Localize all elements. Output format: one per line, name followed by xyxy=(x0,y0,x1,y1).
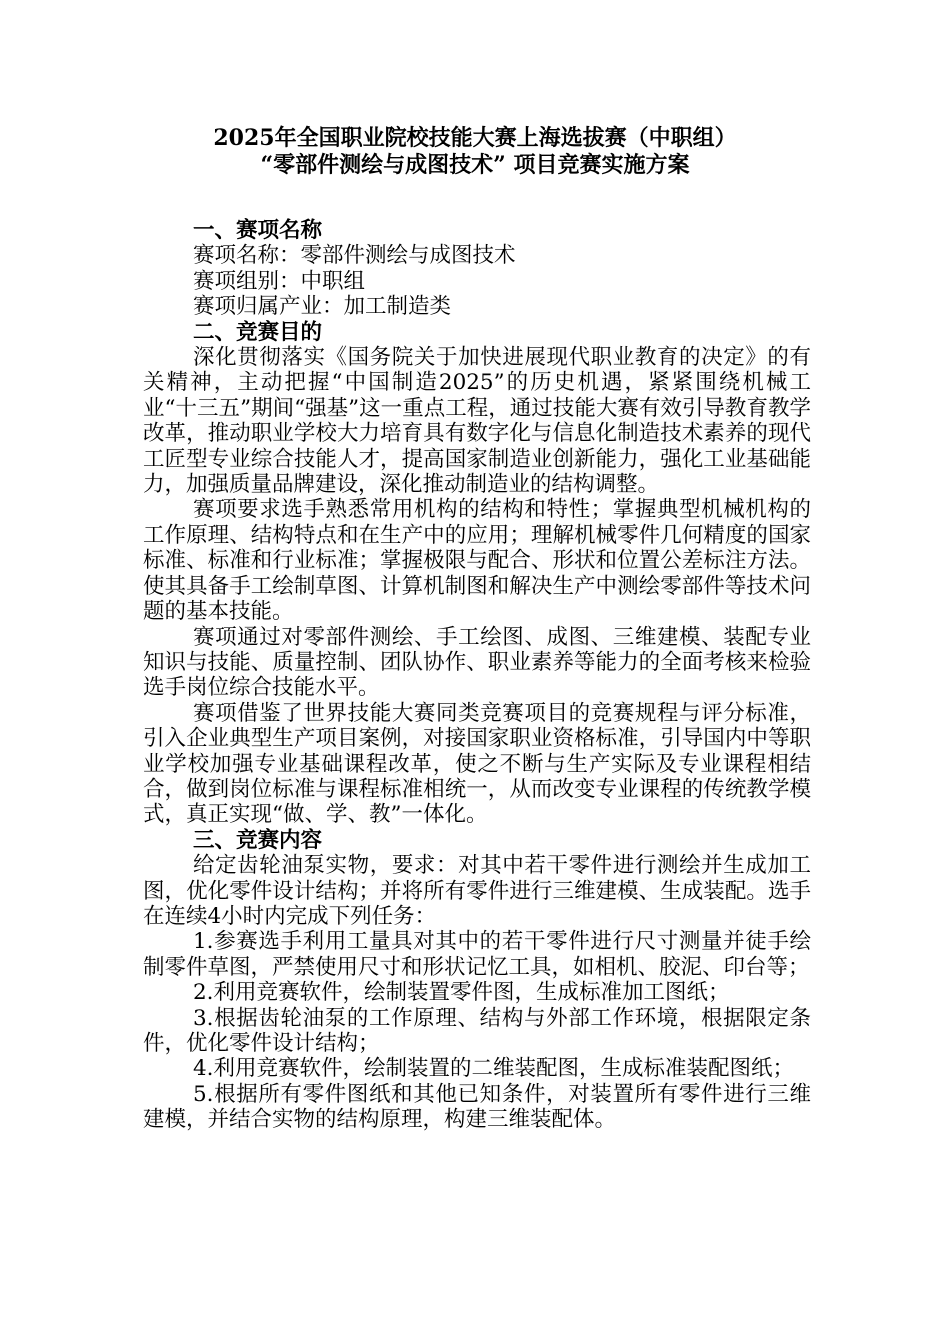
event-industry-line: 赛项归属产业：加工制造类 xyxy=(193,294,452,320)
section-heading-content: 三、竞赛内容 xyxy=(193,827,323,853)
purpose-paragraph: 赛项要求选手熟悉常用机构的结构和特性；掌握典型机械机构的工作原理、结构特点和在生产中的应用；理解机械零件几何精度的国家标准、标准和行业标准；掌握极限与配合、形状和位置公差标注方法。使其具备手工绘制草图、计算机制图和解决生产中测绘零部件等技术问题的基本技能。 xyxy=(143,497,811,625)
event-name-line: 赛项名称：零部件测绘与成图技术 xyxy=(193,243,516,269)
task-item: 5.根据所有零件图纸和其他已知条件，对装置所有零件进行三维建模，并结合实物的结构原理，构建三维装配体。 xyxy=(143,1081,811,1133)
document-title-line-1: 2025年全国职业院校技能大赛上海选拔赛（中职组） xyxy=(213,125,737,151)
section-heading-event-name: 一、赛项名称 xyxy=(193,218,323,243)
task-item: 2.利用竞赛软件，绘制装置零件图，生成标准加工图纸； xyxy=(193,980,730,1006)
event-group-line: 赛项组别：中职组 xyxy=(193,268,366,294)
document-body xyxy=(143,218,811,1133)
task-item: 4.利用竞赛软件，绘制装置的二维装配图，生成标准装配图纸； xyxy=(193,1056,795,1082)
task-item: 3.根据齿轮油泵的工作原理、结构与外部工作环境，根据限定条件，优化零件设计结构； xyxy=(143,1005,811,1056)
section-heading-purpose: 二、竞赛目的 xyxy=(193,319,323,345)
document-title-line-2: “零部件测绘与成图技术” 项目竞赛实施方案 xyxy=(260,152,690,178)
purpose-paragraph: 赛项借鉴了世界技能大赛同类竞赛项目的竞赛规程与评分标准，引入企业典型生产项目案例，对接国家职业资格标准，引导国内中等职业学校加强专业基础课程改革，使之不断与生产实际及专业课程相结合，做到岗位标准与课程标准相统一，从而改变专业课程的传统教学模式，真正实现“做、学、教”一体化。 xyxy=(143,700,811,828)
content-intro-paragraph: 给定齿轮油泵实物，要求：对其中若干零件进行测绘并生成加工图，优化零件设计结构；并将所有零件进行三维建模、生成装配。选手在连续4小时内完成下列任务： xyxy=(143,853,811,929)
purpose-paragraph: 深化贯彻落实《国务院关于加快进展现代职业教育的决定》的有关精神，主动把握“中国制造2025”的历史机遇，紧紧围绕机械工业“十三五”期间“强基”这一重点工程，通过技能大赛有效引导教育教学改革，推动职业学校大力培育具有数字化与信息化制造技术素养的现代工匠型专业综合技能人才，提高国家制造业创新能力，强化工业基础能力，加强质量品牌建设，深化推动制造业的结构调整。 xyxy=(143,345,811,498)
task-item: 1.参赛选手利用工量具对其中的若干零件进行尺寸测量并徒手绘制零件草图，严禁使用尺寸和形状记忆工具，如相机、胶泥、印台等； xyxy=(143,929,811,980)
purpose-paragraph: 赛项通过对零部件测绘、手工绘图、成图、三维建模、装配专业知识与技能、质量控制、团队协作、职业素养等能力的全面考核来检验选手岗位综合技能水平。 xyxy=(143,624,811,701)
